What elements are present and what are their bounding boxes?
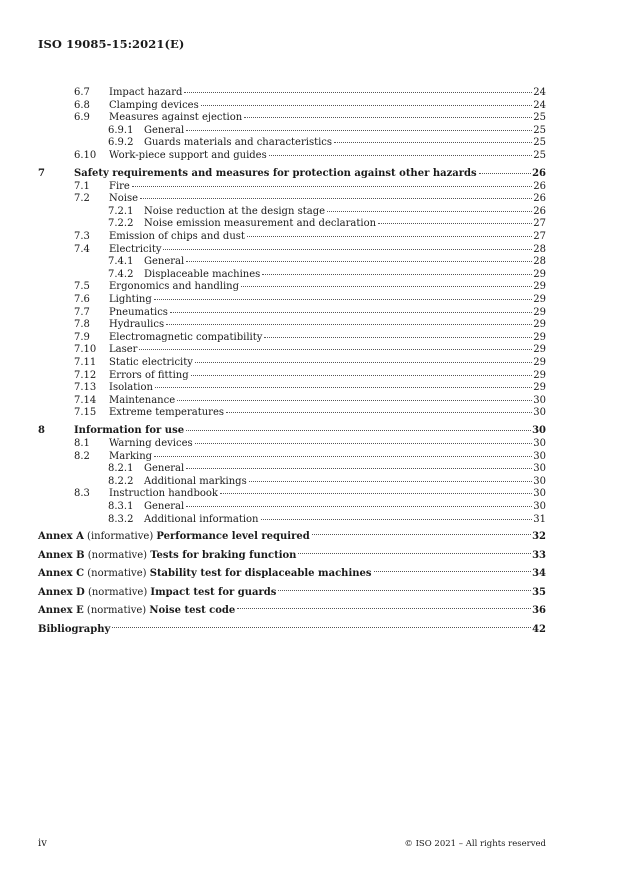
toc-entry-page: 27: [533, 231, 546, 243]
toc-entry[interactable]: [38, 206, 546, 219]
toc-entry[interactable]: [38, 382, 546, 395]
dot-leader: [312, 534, 531, 535]
dot-leader: [479, 173, 531, 174]
dot-leader: [244, 117, 532, 118]
dot-leader: [241, 286, 532, 287]
toc-entry-page: 33: [532, 549, 546, 561]
toc-entry-title: General: [144, 501, 185, 512]
toc-entry[interactable]: [38, 407, 546, 420]
toc-entry-page: 30: [533, 475, 546, 487]
dot-leader: [226, 412, 532, 413]
toc-entry[interactable]: [38, 584, 546, 603]
toc-entry[interactable]: [38, 357, 546, 370]
toc-entry-number: 8.3.1: [108, 501, 134, 512]
dot-leader: [184, 92, 532, 93]
toc-entry-page: 30: [533, 394, 546, 406]
toc-entry[interactable]: [38, 514, 546, 527]
toc-entry-title: Marking: [109, 450, 153, 462]
toc-entry-page: 30: [533, 438, 546, 450]
document-header: ISO 19085-15:2021(E): [38, 37, 185, 51]
toc-entry[interactable]: [38, 244, 546, 257]
dot-leader: [247, 236, 532, 237]
toc-entry-title: Displaceable machines: [144, 268, 261, 280]
toc-entry-title: [38, 602, 236, 621]
toc-entry-number: 7.4.1: [108, 256, 134, 268]
toc-entry-number: 6.8: [74, 99, 90, 111]
annex-label: Bibliography: [38, 623, 111, 635]
toc-entry-number: 8.2: [74, 450, 90, 462]
annex-label: Annex B: [38, 549, 85, 561]
toc-entry-number: 7.11: [74, 356, 97, 368]
toc-entry-page: 25: [533, 137, 546, 149]
toc-entry-title: Static electricity: [109, 356, 193, 368]
toc-entry-page: 29: [533, 382, 546, 394]
toc-entry-title: Safety requirements and measures for protection against other hazards: [74, 168, 477, 180]
dot-leader: [186, 468, 532, 469]
toc-entry-title: Clamping devices: [109, 99, 199, 111]
annex-title: Tests for braking function: [150, 549, 297, 561]
toc-entry-title: Fire: [109, 180, 130, 192]
toc-entry[interactable]: [38, 294, 546, 307]
dot-leader: [334, 142, 532, 143]
annex-label: Annex C: [38, 568, 85, 580]
toc-entry-title: [38, 565, 373, 584]
toc-entry[interactable]: [38, 425, 546, 438]
toc-entry[interactable]: [38, 565, 546, 584]
dot-leader: [140, 198, 532, 199]
toc-entry-number: 7.8: [74, 319, 90, 331]
dot-leader: [186, 130, 532, 131]
toc-entry-number: 7.14: [74, 394, 97, 406]
dot-leader: [201, 105, 533, 106]
toc-entry[interactable]: [38, 307, 546, 320]
annex-title: Noise test code: [149, 605, 236, 617]
toc-entry-title: Extreme temperatures: [109, 407, 225, 419]
toc-entry-title: Isolation: [109, 382, 153, 394]
annex-type: (normative): [83, 605, 150, 617]
toc-entry-page: 30: [533, 488, 546, 500]
toc-entry-page: 24: [533, 87, 546, 98]
toc-entry-page: 30: [532, 425, 546, 437]
toc-entry[interactable]: [38, 269, 546, 282]
annex-title: Impact test for guards: [150, 586, 277, 598]
toc-entry-page: 26: [533, 180, 546, 192]
toc-entry-page: 25: [533, 149, 546, 161]
dot-leader: [186, 430, 531, 431]
toc-entry-number: 7.2.2: [108, 218, 134, 230]
toc-entry-title: Maintenance: [109, 394, 176, 406]
toc-entry-page: 29: [533, 268, 546, 280]
annex-title: Performance level required: [156, 531, 310, 543]
toc-entry-page: 29: [533, 294, 546, 305]
toc-entry-page: 25: [533, 124, 546, 136]
toc-entry-title: Work-piece support and guides: [109, 149, 267, 161]
dot-leader: [186, 261, 532, 262]
toc-entry-number: 6.9.2: [108, 137, 134, 149]
toc-entry-title: Measures against ejection: [109, 112, 243, 124]
toc-entry-number: 7.1: [74, 180, 90, 192]
dot-leader: [177, 400, 532, 401]
toc-entry[interactable]: [38, 488, 546, 501]
toc-entry-number: 7.9: [74, 331, 90, 343]
toc-entry[interactable]: [38, 344, 546, 357]
toc-entry[interactable]: [38, 319, 546, 332]
dot-leader: [327, 211, 532, 212]
toc-entry[interactable]: [38, 463, 546, 476]
toc-entry[interactable]: [38, 370, 546, 383]
toc-entry-number: 7.6: [74, 294, 90, 305]
dot-leader: [132, 186, 532, 187]
toc-entry[interactable]: [38, 621, 546, 640]
toc-entry-page: 32: [532, 531, 546, 543]
toc-entry[interactable]: [38, 218, 546, 231]
toc-entry-page: 29: [533, 319, 546, 331]
toc-entry-title: [38, 584, 277, 603]
dot-leader: [220, 493, 532, 494]
toc-entry[interactable]: [38, 231, 546, 244]
dot-leader: [191, 375, 533, 376]
annex-type: (normative): [84, 586, 151, 598]
toc-entry-number: 6.9: [74, 112, 90, 124]
toc-entry-title: Lighting: [109, 294, 152, 305]
toc-entry[interactable]: [38, 112, 546, 125]
toc-entry[interactable]: [38, 100, 546, 113]
toc-entry[interactable]: [38, 528, 546, 547]
toc-entry-page: 29: [533, 344, 546, 356]
dot-leader: [298, 553, 531, 554]
toc-entry-number: 8: [38, 425, 45, 437]
toc-entry-page: 26: [532, 168, 546, 180]
dot-leader: [374, 571, 532, 572]
annex-label: Annex A: [38, 531, 84, 543]
toc-entry-page: 29: [533, 331, 546, 343]
toc-entry-page: 31: [533, 513, 546, 525]
toc-entry-number: 7.12: [74, 369, 97, 381]
toc-entry-title: Guards materials and characteristics: [144, 137, 333, 149]
dot-leader: [154, 456, 532, 457]
toc-entry-title: Additional markings: [144, 475, 247, 487]
dot-leader: [139, 349, 532, 350]
dot-leader: [166, 324, 532, 325]
toc-entry-title: Ergonomics and handling: [109, 281, 240, 293]
annex-label: Annex E: [38, 605, 84, 617]
toc-entry-title: [38, 547, 297, 566]
dot-leader: [154, 299, 533, 300]
toc-entry-number: 8.3.2: [108, 513, 134, 525]
toc-entry-number: 7.2: [74, 193, 90, 205]
annex-type: (normative): [84, 568, 150, 580]
toc-entry[interactable]: [38, 150, 546, 163]
toc-entry-title: General: [144, 256, 185, 268]
toc-entry[interactable]: [38, 451, 546, 464]
dot-leader: [155, 387, 532, 388]
toc-entry-number: 7.10: [74, 344, 97, 356]
toc-entry-page: 29: [533, 306, 546, 318]
toc-entry-title: Emission of chips and dust: [109, 231, 245, 243]
toc-entry[interactable]: [38, 168, 546, 181]
toc-entry-number: 8.1: [74, 438, 90, 450]
dot-leader: [249, 481, 533, 482]
dot-leader: [262, 274, 532, 275]
toc-entry-page: 25: [533, 112, 546, 124]
toc-entry[interactable]: [38, 137, 546, 150]
toc-entry-title: Electromagnetic compatibility: [109, 331, 263, 343]
toc-entry[interactable]: [38, 332, 546, 345]
toc-entry[interactable]: [38, 281, 546, 294]
dot-leader: [278, 590, 531, 591]
toc-entry-number: 8.2.2: [108, 475, 134, 487]
dot-leader: [378, 223, 532, 224]
toc-entry[interactable]: [38, 256, 546, 269]
toc-entry-title: Noise emission measurement and declaration: [144, 218, 377, 230]
table-of-contents: [38, 87, 546, 639]
toc-entry-number: 7.13: [74, 382, 97, 394]
toc-entry-number: 7.2.1: [108, 205, 134, 217]
toc-entry[interactable]: [38, 193, 546, 206]
toc-entry-page: 26: [533, 205, 546, 217]
dot-leader: [195, 362, 532, 363]
dot-leader: [237, 608, 531, 609]
toc-entry-page: 24: [533, 99, 546, 111]
toc-entry-page: 30: [533, 407, 546, 419]
toc-entry-number: 7.4.2: [108, 268, 134, 280]
toc-entry[interactable]: [38, 501, 546, 514]
dot-leader: [195, 443, 533, 444]
toc-entry-number: 7.15: [74, 407, 97, 419]
annex-type: (normative): [84, 549, 151, 561]
toc-entry-page: 42: [532, 623, 546, 635]
toc-entry-page: 30: [533, 463, 546, 475]
toc-entry-page: 35: [532, 586, 546, 598]
toc-entry-title: General: [144, 124, 185, 136]
annex-type: (informative): [83, 531, 157, 543]
toc-entry[interactable]: [38, 395, 546, 408]
toc-entry-title: Errors of fitting: [109, 369, 189, 381]
toc-entry-number: 7: [38, 168, 45, 180]
toc-entry[interactable]: [38, 602, 546, 621]
toc-entry-title: Noise: [109, 193, 139, 205]
dot-leader: [112, 627, 531, 628]
toc-entry-title: Laser: [109, 344, 138, 356]
toc-entry-title: Instruction handbook: [109, 488, 218, 500]
toc-entry-page: 27: [533, 218, 546, 230]
toc-entry-page: 29: [533, 356, 546, 368]
toc-entry-title: [38, 621, 111, 640]
toc-entry-number: 7.7: [74, 306, 90, 318]
toc-entry-number: 6.7: [74, 87, 90, 98]
toc-entry-number: 8.3: [74, 488, 90, 500]
toc-entry-number: 6.10: [74, 149, 97, 161]
toc-entry-title: Information for use: [74, 425, 185, 437]
dot-leader: [186, 506, 532, 507]
annex-label: Annex D: [38, 586, 85, 598]
toc-entry-page: 29: [533, 281, 546, 293]
toc-entry-number: 8.2.1: [108, 463, 134, 475]
toc-entry-number: 7.5: [74, 281, 90, 293]
toc-entry[interactable]: [38, 547, 546, 566]
toc-entry-number: 7.3: [74, 231, 90, 243]
toc-entry-page: 26: [533, 193, 546, 205]
toc-entry-page: 30: [533, 450, 546, 462]
dot-leader: [261, 519, 533, 520]
annex-title: Stability test for displaceable machines: [149, 568, 372, 580]
toc-entry-page: 28: [533, 256, 546, 268]
toc-entry-page: 29: [533, 369, 546, 381]
copyright-notice: © ISO 2021 – All rights reserved: [404, 839, 546, 849]
toc-entry-title: Additional information: [144, 513, 259, 525]
toc-entry-title: Warning devices: [109, 438, 193, 450]
toc-entry-number: 6.9.1: [108, 124, 134, 136]
toc-entry-page: 34: [532, 568, 546, 580]
toc-entry[interactable]: [38, 438, 546, 451]
dot-leader: [264, 337, 532, 338]
toc-entry[interactable]: [38, 87, 546, 100]
toc-entry-title: Hydraulics: [109, 319, 165, 331]
dot-leader: [163, 249, 532, 250]
toc-entry-page: 30: [533, 501, 546, 512]
toc-entry-page: 28: [533, 243, 546, 255]
toc-entry[interactable]: [38, 476, 546, 489]
toc-entry-title: [38, 528, 311, 547]
page-number: iv: [38, 838, 47, 849]
toc-entry-title: General: [144, 463, 185, 475]
toc-entry-title: Impact hazard: [109, 87, 183, 98]
toc-entry-title: Noise reduction at the design stage: [144, 205, 326, 217]
toc-entry-page: 36: [532, 605, 546, 617]
toc-entry-number: 7.4: [74, 243, 90, 255]
dot-leader: [269, 155, 533, 156]
dot-leader: [170, 312, 532, 313]
toc-entry[interactable]: [38, 125, 546, 138]
toc-entry-title: Electricity: [109, 243, 162, 255]
toc-entry-title: Pneumatics: [109, 306, 168, 318]
toc-entry[interactable]: [38, 181, 546, 194]
